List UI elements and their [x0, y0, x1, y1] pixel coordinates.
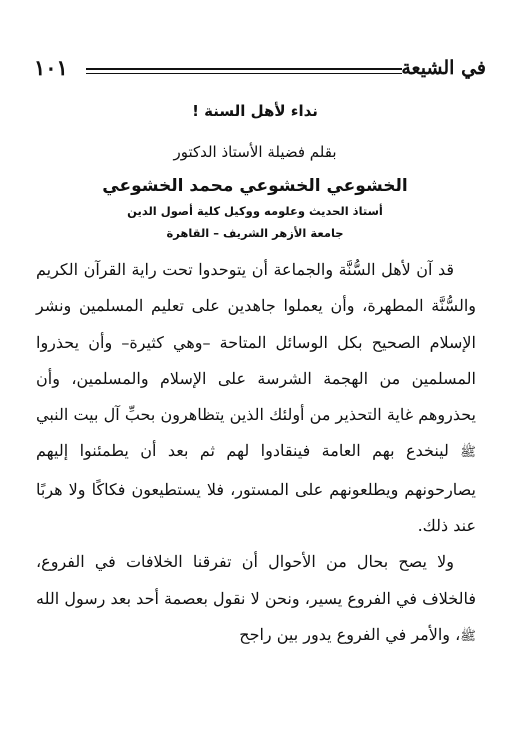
page-number: ١٠١	[34, 55, 68, 80]
author-affiliation: جامعة الأزهر الشريف – القاهرة	[166, 226, 344, 240]
paragraph-2-part-a: ولا يصح بحال من الأحوال أن تفرقنا الخلافات في الفروع، فالخلاف في الفروع يسير، ونحن لا نقول بعصمة أحد بعد رسول الله	[36, 552, 476, 608]
article-body	[36, 252, 476, 655]
salawat-glyph: ﷺ	[460, 445, 476, 461]
paragraph-1	[36, 252, 476, 544]
paragraph-2	[36, 544, 476, 655]
article-byline: بقلم فضيلة الأستاذ الدكتور	[173, 143, 337, 161]
salawat-glyph: ﷺ	[460, 628, 476, 644]
running-header-title: في الشيعة	[401, 57, 486, 79]
running-header	[34, 56, 486, 86]
author-title: أستاذ الحديث وعلومه ووكيل كلية أصول الدين	[127, 204, 383, 218]
article-title: نداء لأهل السنة !	[192, 102, 318, 120]
author-name: الخشوعي الخشوعي محمد الخشوعي	[102, 176, 408, 196]
header-rule	[86, 68, 402, 74]
article-heading	[40, 98, 470, 244]
paragraph-1-part-a: قد آن لأهل السُّنَّة والجماعة أن يتوحدوا تحت راية القرآن الكريم والسُّنَّة المطهرة، وأن يعملوا جاهدين على تعليم المسلمين ونشر الإسلام الصحيح بكل الوسائل المتاحة –وهي كثيرة– وأن يحذروا المسلمين من الهجمة الشرسة على الإسلام والمسلمين، وأن يحذروهم غاية التحذير من أولئك الذين يتظاهرون بحبِّ آل بيت النبي	[36, 260, 476, 425]
paragraph-1-part-b: لينخدع بهم العامة فينقادوا لهم ثم بعد أن يطمئنوا إليهم يصارحونهم ويطلعونهم على المستور، فلا يستطيعون فكاكًا ولا هربًا عند ذلك.	[36, 441, 476, 536]
paragraph-2-part-b: ، والأمر في الفروع يدور بين راجح	[239, 624, 461, 644]
